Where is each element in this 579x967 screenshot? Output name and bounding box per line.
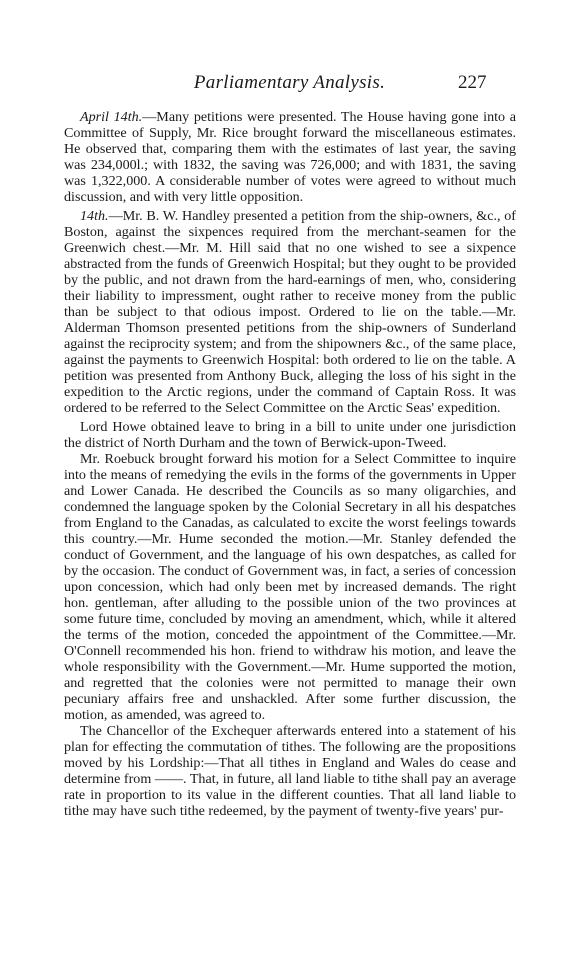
paragraph-lord-howe	[64, 419, 516, 451]
paragraph-mr-roebuck	[64, 451, 516, 723]
paragraph-april-14th	[64, 109, 516, 205]
paragraph-text: —Mr. B. W. Handley presented a petition from the ship-owners, &c., of Boston, against the sixpences required from the merchant-seamen for the Greenwich chest.—Mr. M. Hill said that no one wished to see a sixpence abstracted from the funds of Greenwich Hospital; but they ought to be provided by the public, and not drawn from the hard-earnings of men, who, considering their liability to impressment, ought rather to receive money from the public than be subject to that odious impost. Ordered to lie on the table.—Mr. Alderman Thomson presented petitions from the ship-owners of Sunderland against the reciprocity system; and from the shipowners &c., of the same place, against the payments to Greenwich Hospital: both ordered to lie on the table. A petition was presented from Anthony Buck, alleging the loss of his sight in the expedition to the Arctic regions, under the command of Captain Ross. It was ordered to be referred to the Select Committee on the Arctic Seas' expedition.	[64, 208, 516, 416]
paragraph-text: Lord Howe obtained leave to bring in a bill to unite under one jurisdiction the district of North Durham and the town of Berwick-upon-Tweed.	[64, 419, 516, 451]
page-number: 227	[458, 72, 487, 93]
paragraph-text: —Many petitions were presented. The House having gone into a Committee of Supply, Mr. Rice brought forward the miscellaneous estimates. He observed that, comparing them with the estimates of last year, the saving was 234,000l.; with 1832, the saving was 726,000; and with 1831, the saving was 1,322,000. A considerable number of votes were agreed to without much discussion, and with very little opposition.	[64, 109, 516, 205]
paragraph-date-lead: 14th.	[80, 208, 109, 224]
running-title: Parliamentary Analysis.	[193, 72, 386, 93]
body-text	[64, 109, 516, 819]
paragraph-14th-petitions	[64, 208, 516, 416]
paragraph-text: Mr. Roebuck brought forward his motion for a Select Committee to inquire into the means of remedying the evils in the forms of the governments in Upper and Lower Canada. He described the Councils as so many oligarchies, and condemned the language spoken by the Colonial Secretary in all his despatches from England to the Canadas, as calculated to excite the worst feelings towards this country.—Mr. Hume seconded the motion.—Mr. Stanley defended the conduct of Government, and the language of his own despatches, as called for by the occasion. The conduct of Government was, in fact, a series of concession upon concession, which had only been met by increased demands. The right hon. gentleman, after alluding to the possible union of the two provinces at some future time, concluded by moving an amendment, which, while it altered the terms of the motion, conceded the appointment of the Committee.—Mr. O'Connell recommended his hon. friend to withdraw his motion, and leave the whole responsibility with the Government.—Mr. Hume supported the motion, and regretted that the colonies were not permitted to manage their own pecuniary affairs free and unshackled. After some further discussion, the motion, as amended, was agreed to.	[64, 451, 516, 723]
paragraph-text: The Chancellor of the Exchequer afterwards entered into a statement of his plan for effecting the commutation of tithes. The following are the propositions moved by his Lordship:—That all tithes in England and Wales do cease and determine from ——. That, in future, all land liable to tithe shall pay an average rate in proportion to its value in the different counties. That all land liable to tithe may have such tithe redeemed, by the payment of twenty-five years' pur-	[64, 723, 516, 819]
paragraph-tithes	[64, 723, 516, 819]
paragraph-date-lead: April 14th.	[80, 109, 143, 125]
